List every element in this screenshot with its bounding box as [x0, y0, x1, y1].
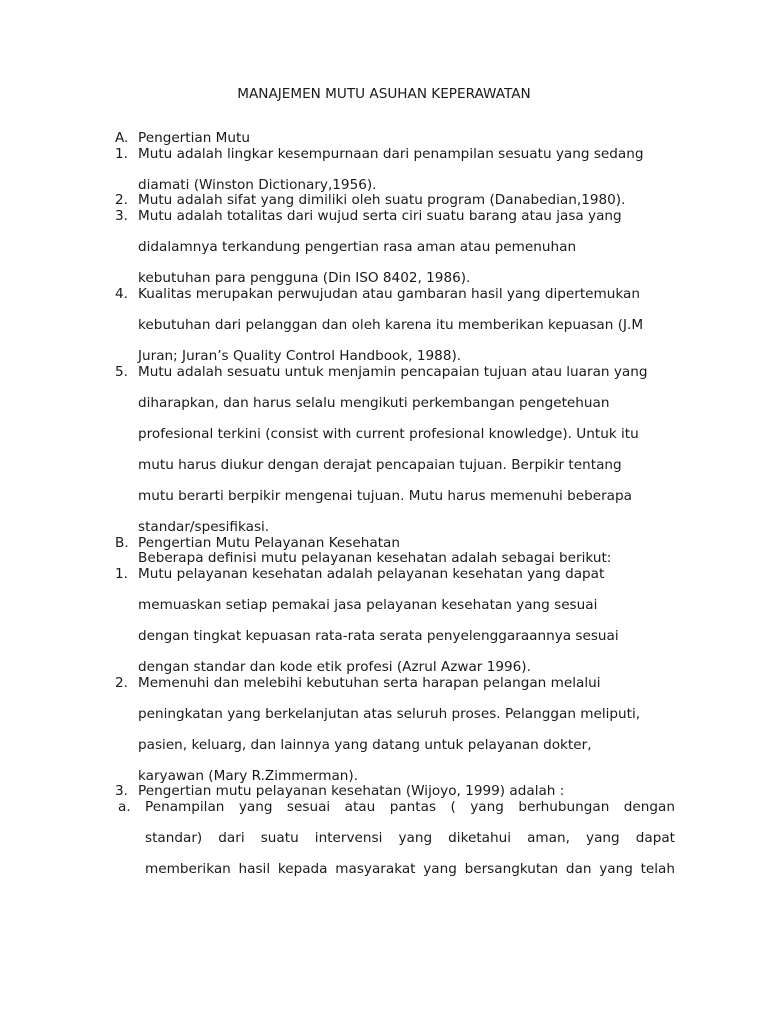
list-marker: A.: [115, 130, 129, 146]
line-text: Pengertian Mutu: [138, 130, 250, 146]
line-text: Mutu adalah sifat yang dimiliki oleh suatu program (Danabedian,1980).: [138, 192, 626, 208]
line-text: Mutu adalah sesuatu untuk menjamin pencapaian tujuan atau luaran yang: [138, 364, 648, 380]
line-text: kebutuhan dari pelanggan dan oleh karena itu memberikan kepuasan (J.M: [138, 317, 644, 333]
list-marker: 4.: [115, 286, 128, 302]
list-marker: 5.: [115, 364, 128, 380]
line-text: Mutu pelayanan kesehatan adalah pelayanan kesehatan yang dapat: [138, 566, 605, 582]
line-text: Pengertian mutu pelayanan kesehatan (Wijoyo, 1999) adalah :: [138, 783, 565, 799]
line-text: profesional terkini (consist with current profesional knowledge). Untuk itu: [138, 426, 639, 442]
line-text: mutu berarti berpikir mengenai tujuan. Mutu harus memenuhi beberapa: [138, 488, 632, 504]
line-text: Mutu adalah lingkar kesempurnaan dari penampilan sesuatu yang sedang: [138, 146, 644, 162]
line-text: memberikan hasil kepada masyarakat yang bersangkutan dan yang telah: [145, 861, 675, 877]
line-text: Penampilan yang sesuai atau pantas ( yang berhubungan dengan: [145, 799, 675, 815]
line-text: Pengertian Mutu Pelayanan Kesehatan: [138, 535, 400, 551]
line-text: diamati (Winston Dictionary,1956).: [138, 177, 377, 193]
line-text: standar) dari suatu intervensi yang diketahui aman, yang dapat: [145, 830, 675, 846]
line-text: Mutu adalah totalitas dari wujud serta ciri suatu barang atau jasa yang: [138, 208, 622, 224]
list-marker: 1.: [115, 146, 128, 162]
line-text: standar/spesifikasi.: [138, 519, 270, 535]
line-text: memuaskan setiap pemakai jasa pelayanan kesehatan yang sesuai: [138, 597, 598, 613]
list-marker: 1.: [115, 566, 128, 582]
line-text: Juran; Juran’s Quality Control Handbook, 1988).: [138, 348, 462, 364]
list-marker: 3.: [115, 208, 128, 224]
list-marker: B.: [115, 535, 129, 551]
line-text: diharapkan, dan harus selalu mengikuti perkembangan pengetehuan: [138, 395, 610, 411]
line-text: karyawan (Mary R.Zimmerman).: [138, 768, 359, 784]
line-text: peningkatan yang berkelanjutan atas seluruh proses. Pelanggan meliputi,: [138, 706, 641, 722]
line-text: didalamnya terkandung pengertian rasa aman atau pemenuhan: [138, 239, 577, 255]
list-marker: 3.: [115, 783, 128, 799]
page-title: MANAJEMEN MUTU ASUHAN KEPERAWATAN: [237, 86, 531, 102]
line-text: Memenuhi dan melebihi kebutuhan serta harapan pelangan melalui: [138, 675, 601, 691]
list-marker: 2.: [115, 192, 128, 208]
line-text: mutu harus diukur dengan derajat pencapaian tujuan. Berpikir tentang: [138, 457, 622, 473]
list-marker: 2.: [115, 675, 128, 691]
line-text: Kualitas merupakan perwujudan atau gambaran hasil yang dipertemukan: [138, 286, 640, 302]
list-marker: a.: [118, 799, 131, 815]
line-text: kebutuhan para pengguna (Din ISO 8402, 1986).: [138, 270, 471, 286]
line-text: pasien, keluarg, dan lainnya yang datang untuk pelayanan dokter,: [138, 737, 592, 753]
line-text: Beberapa definisi mutu pelayanan kesehatan adalah sebagai berikut:: [138, 550, 612, 566]
line-text: dengan tingkat kepuasan rata-rata serata penyelenggaraannya sesuai: [138, 628, 619, 644]
line-text: dengan standar dan kode etik profesi (Azrul Azwar 1996).: [138, 659, 531, 675]
